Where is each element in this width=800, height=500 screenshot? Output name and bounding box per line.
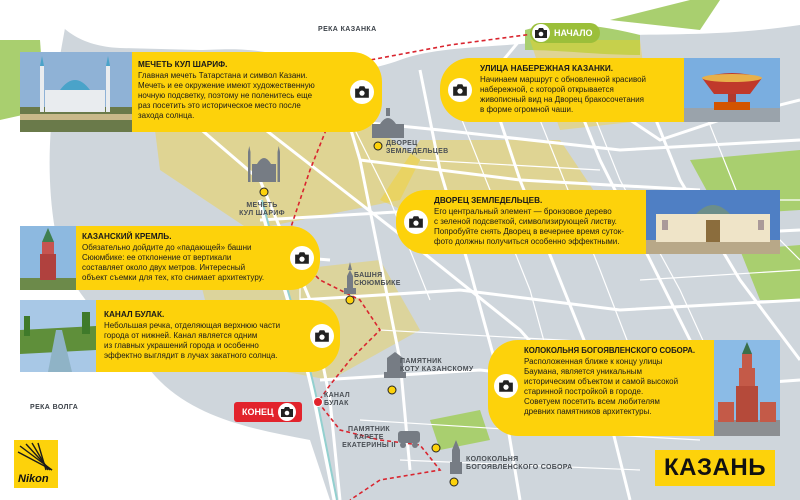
label-kul-sharif-line2: КУЛ ШАРИФ bbox=[239, 210, 285, 217]
label-kot-line1: ПАМЯТНИК bbox=[400, 358, 442, 365]
label-zemledeltsev-line1: ДВОРЕЦ bbox=[386, 140, 418, 147]
label-bell-tower-line2: БОГОЯВЛЕНСКОГО СОБОРА bbox=[466, 464, 573, 471]
camera-icon[interactable] bbox=[494, 374, 518, 398]
label-kul-sharif-line1: МЕЧЕТЬ bbox=[246, 202, 278, 209]
camera-icon[interactable] bbox=[448, 78, 472, 102]
card-belltower-line: историческим объектом и самой высокой bbox=[524, 377, 679, 386]
camera-icon[interactable] bbox=[350, 80, 374, 104]
syuyumbike-photo bbox=[20, 226, 76, 290]
card-embankment-text bbox=[480, 64, 680, 115]
card-canal-line: эффектно выглядит в лучах закатного солнца. bbox=[104, 351, 278, 360]
label-kareta-line2: ЕКАТЕРИНЫ II bbox=[342, 442, 396, 449]
card-canal-line: из главных украшений города и особенно bbox=[104, 341, 259, 350]
label-bulak bbox=[324, 392, 364, 408]
card-embankment-title: УЛИЦА НАБЕРЕЖНАЯ КАЗАНКИ. bbox=[480, 64, 614, 73]
card-palace[interactable] bbox=[396, 190, 780, 254]
card-belltower-line: Расположенная ближе к концу улицы bbox=[524, 357, 663, 366]
label-syuyumbike-line2: СЮЮМБИКЕ bbox=[354, 280, 401, 287]
camera-icon[interactable] bbox=[310, 324, 334, 348]
card-kremlin-text bbox=[82, 232, 292, 283]
card-palace-text bbox=[434, 196, 644, 247]
card-kremlin[interactable] bbox=[20, 226, 320, 290]
end-dot bbox=[314, 398, 323, 407]
label-kot bbox=[400, 358, 490, 374]
route-end-label: КОНЕЦ bbox=[242, 407, 274, 417]
card-kul-sharif[interactable] bbox=[20, 52, 382, 132]
card-kul-sharif-line: Мечеть и ее окружение имеют художественную bbox=[138, 81, 315, 90]
card-belltower-line: старинной постройкой в городе. bbox=[524, 387, 644, 396]
label-zemledeltsev-line2: ЗЕМЛЕДЕЛЬЦЕВ bbox=[386, 148, 449, 155]
card-palace-line: фото должны получиться особенно эффектными. bbox=[434, 237, 620, 246]
canal-photo bbox=[20, 300, 96, 372]
volga-river-label: РЕКА ВОЛГА bbox=[30, 404, 79, 411]
label-bell-tower-line1: КОЛОКОЛЬНЯ bbox=[466, 456, 519, 463]
park-6 bbox=[430, 410, 490, 450]
nikon-logo bbox=[14, 440, 58, 488]
camera-icon[interactable] bbox=[290, 246, 314, 270]
label-bulak-line2: БУЛАК bbox=[324, 400, 349, 407]
card-embankment-line: набережной, с которой открывается bbox=[480, 85, 614, 94]
route-end-marker[interactable] bbox=[234, 402, 302, 422]
card-embankment-line: в форме огромной чаши. bbox=[480, 105, 574, 114]
label-bell-tower bbox=[466, 456, 576, 472]
card-belltower[interactable] bbox=[488, 340, 780, 436]
brand-name: Nikon bbox=[18, 473, 49, 485]
card-palace-title: ДВОРЕЦ ЗЕМЛЕДЕЛЬЦЕВ. bbox=[434, 196, 543, 205]
card-kremlin-line: объект съемки для тех, кто снимает архитектуру. bbox=[82, 273, 265, 282]
card-canal-text bbox=[104, 310, 304, 361]
card-canal-title: КАНАЛ БУЛАК. bbox=[104, 310, 165, 319]
label-bulak-line1: КАНАЛ bbox=[324, 392, 350, 399]
label-kul-sharif bbox=[232, 202, 292, 218]
label-kareta-line1: ПАМЯТНИК КАРЕТЕ bbox=[348, 426, 390, 441]
label-zemledeltsev bbox=[386, 140, 449, 156]
map-title: КАЗАНЬ bbox=[655, 450, 775, 486]
label-syuyumbike bbox=[354, 272, 414, 288]
card-kremlin-title: КАЗАНСКИЙ КРЕМЛЬ. bbox=[82, 232, 172, 241]
label-syuyumbike-line1: БАШНЯ bbox=[354, 272, 383, 279]
belltower-photo bbox=[714, 340, 780, 436]
card-embankment-line: живописный вид на Дворец бракосочетания bbox=[480, 95, 644, 104]
camera-icon bbox=[278, 403, 296, 421]
label-kareta bbox=[334, 426, 404, 450]
wedding-palace-photo bbox=[684, 58, 780, 122]
card-belltower-line: древних памятников архитектуры. bbox=[524, 407, 652, 416]
route-start-label: НАЧАЛО bbox=[554, 28, 593, 38]
card-kul-sharif-line: ночную подсветку, поэтому не поленитесь еще bbox=[138, 91, 313, 100]
card-embankment-line: Начинаем маршрут с обновленной красивой bbox=[480, 75, 647, 84]
card-canal[interactable] bbox=[20, 300, 340, 372]
card-kul-sharif-title: МЕЧЕТЬ КУЛ ШАРИФ. bbox=[138, 60, 228, 69]
card-belltower-line: Баумана, является уникальным bbox=[524, 367, 643, 376]
card-kremlin-line: составляет около двух метров. Интересный bbox=[82, 263, 246, 272]
card-belltower-title: КОЛОКОЛЬНЯ БОГОЯВЛЕНСКОГО СОБОРА. bbox=[524, 346, 696, 355]
card-belltower-text bbox=[524, 346, 714, 417]
card-kul-sharif-text bbox=[138, 60, 348, 121]
card-kremlin-line: Сююмбике: ее отклонение от вертикали bbox=[82, 253, 232, 262]
card-belltower-line: Советуем посетить всем любителям bbox=[524, 397, 660, 406]
card-kul-sharif-line: захода солнца. bbox=[138, 111, 195, 120]
card-canal-line: города от нижней. Канал является одним bbox=[104, 331, 258, 340]
card-kremlin-line: Обязательно дойдите до «падающей» башни bbox=[82, 243, 252, 252]
card-embankment[interactable] bbox=[440, 58, 780, 122]
card-kul-sharif-line: Главная мечеть Татарстана и символ Казани. bbox=[138, 71, 308, 80]
card-canal-line: Небольшая речка, отделяющая верхнюю части bbox=[104, 321, 281, 330]
card-kul-sharif-line: раз посетить это историческое место после bbox=[138, 101, 301, 110]
camera-icon[interactable] bbox=[404, 210, 428, 234]
camera-icon bbox=[532, 24, 550, 42]
route-start-marker[interactable] bbox=[530, 23, 600, 43]
card-palace-line: Попробуйте снять Дворец в вечернее время суток- bbox=[434, 227, 624, 236]
mosque-photo bbox=[20, 52, 132, 132]
card-palace-line: с зеленой подсветкой, символизирующей листву. bbox=[434, 217, 617, 226]
label-kot-line2: КОТУ КАЗАНСКОМУ bbox=[400, 366, 474, 373]
kazanka-river-label: РЕКА КАЗАНКА bbox=[318, 26, 377, 33]
farmers-palace-photo bbox=[646, 190, 780, 254]
card-palace-line: Его центральный элемент — бронзовое дерево bbox=[434, 207, 612, 216]
